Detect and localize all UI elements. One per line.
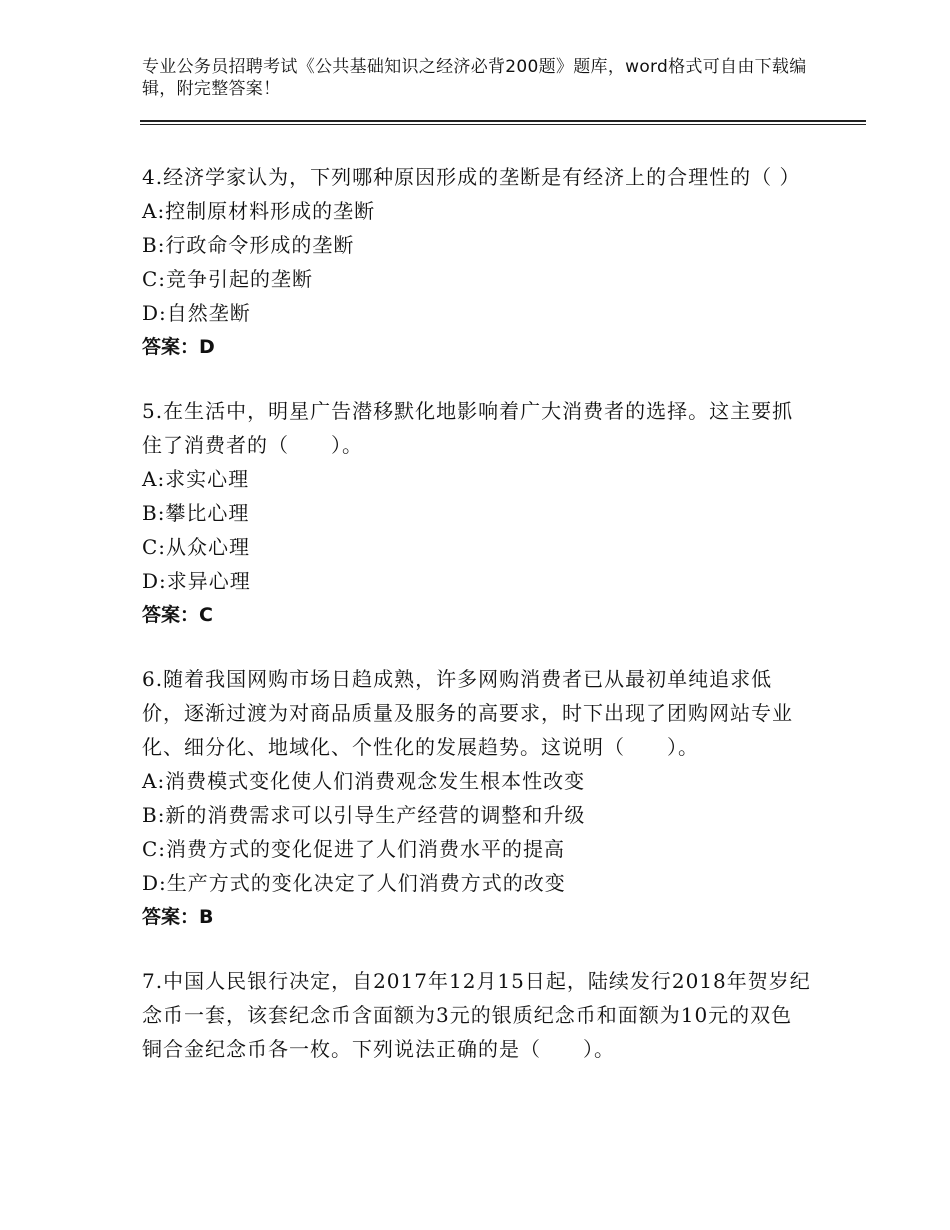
answer-label: 答案：D (142, 336, 215, 358)
header-divider-thick (140, 120, 866, 122)
question-stem: 4.经济学家认为，下列哪种原因形成的垄断是有经济上的合理性的（ ） (142, 165, 801, 189)
answer-label: 答案：C (142, 604, 213, 626)
document-header: 专业公务员招聘考试《公共基础知识之经济必背200题》题库，word格式可自由下载编辑，附完整答案！ (142, 57, 807, 99)
option-d: D:生产方式的变化决定了人们消费方式的改变 (142, 871, 566, 895)
option-b: B:攀比心理 (142, 501, 250, 525)
option-c: C:消费方式的变化促进了人们消费水平的提高 (142, 837, 566, 861)
option-d: D:自然垄断 (142, 301, 251, 325)
answer-label: 答案：B (142, 906, 214, 928)
option-a: A:消费模式变化使人们消费观念发生根本性改变 (142, 769, 586, 793)
option-c: C:从众心理 (142, 535, 251, 559)
question-stem: 5.在生活中，明星广告潜移默化地影响着广大消费者的选择。这主要抓住了消费者的（ ）。 (142, 399, 794, 457)
question-5 (142, 394, 812, 632)
option-b: B:行政命令形成的垄断 (142, 233, 355, 257)
question-7 (142, 964, 812, 1066)
option-d: D:求异心理 (142, 569, 251, 593)
option-a: A:求实心理 (142, 467, 250, 491)
option-b: B:新的消费需求可以引导生产经营的调整和升级 (142, 803, 586, 827)
question-list (142, 160, 812, 1096)
question-stem: 7.中国人民银行决定，自2017年12月15日起，陆续发行2018年贺岁纪念币一套，该套纪念币含面额为3元的银质纪念币和面额为10元的双色铜合金纪念币各一枚。下列说法正确的是（ ）。 (142, 969, 811, 1061)
question-6 (142, 662, 812, 934)
option-a: A:控制原材料形成的垄断 (142, 199, 376, 223)
header-divider-thin (140, 124, 866, 125)
option-c: C:竞争引起的垄断 (142, 267, 314, 291)
question-4 (142, 160, 812, 364)
question-stem: 6.随着我国网购市场日趋成熟，许多网购消费者已从最初单纯追求低价，逐渐过渡为对商品质量及服务的高要求，时下出现了团购网站专业化、细分化、地域化、个性化的发展趋势。这说明（ ）。 (142, 667, 793, 759)
